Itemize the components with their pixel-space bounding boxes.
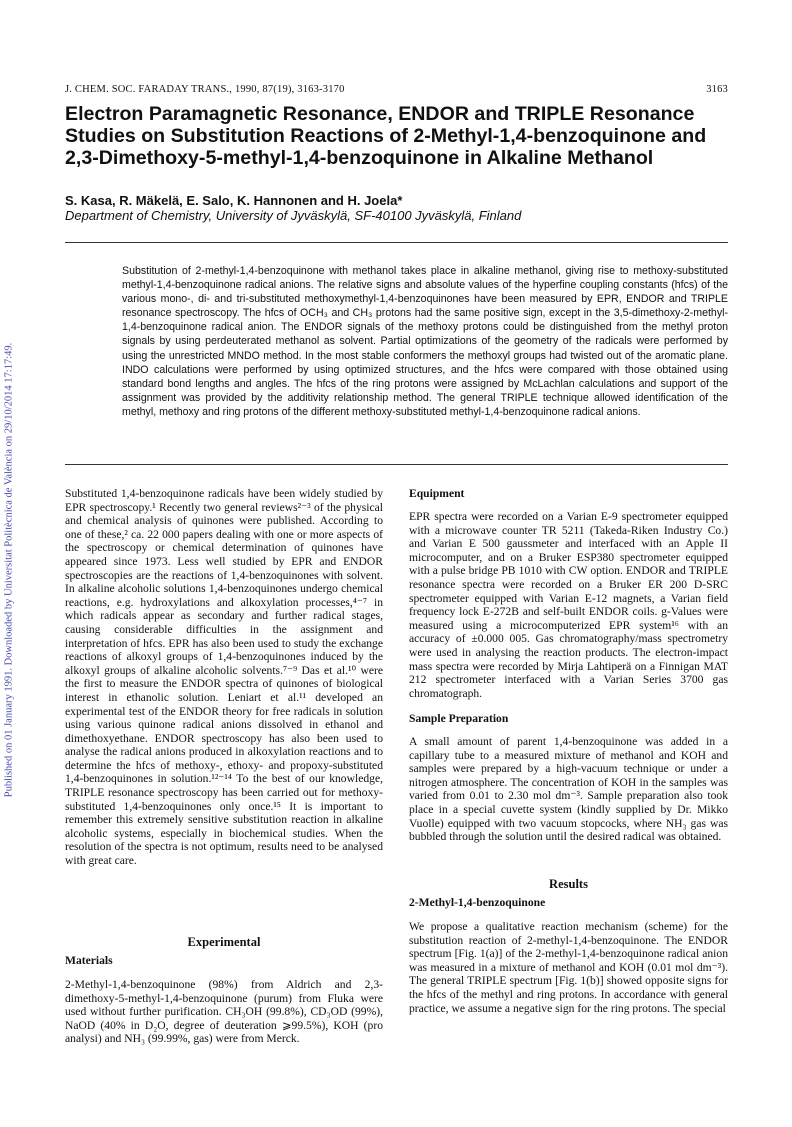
introduction-paragraph: Substituted 1,4-benzoquinone radicals have been widely studied by EPR spectroscopy.¹ Recently two general reviews²⁻³ of the physical and chemical analysis of quinones were published. According to one of these,² ca. 22 000 papers dealing with one or more aspects of the spectroscopy or chemical determination of quinones have appeared since 1973. Less well studied by EPR and ENDOR spectroscopies are the reactions of 1,4-benzoquinones with solvent. In alkaline alcoholic solutions 1,4-benzoquinones undergo chemical reactions, e.g. hydroxylations and alkoxylation processes,⁴⁻⁷ in which radicals appear as secondary and further radical stages, causing considerable difficulties in the assignment and interpretation of hfcs. EPR has also been used to study the exchange reactions of alkoxyl groups of 1,4-benzoquinones induced by the alkoxyl groups of alkaline alcoholic solvents.⁷⁻⁹ Das et al.¹⁰ were the first to measure the ENDOR spectra of quinones of biological interest in ethanolic solution. Leniart et al.¹¹ developed an experimental test of the ENDOR theory for free radicals in solution using various quinone radical anions dissolved in ethanol and dimethoxyethane. ENDOR spectroscopy has also been used to analyse the radical anions produced in alkoxylation reactions and to determine the hfcs of methoxy-, ethoxy- and propoxy-substituted 1,4-benzoquinones in solution.¹²⁻¹⁴ To the best of our knowledge, TRIPLE resonance spectroscopy has been carried out for methoxy-substituted 1,4-benzoquinones only once.¹⁵ It is important to remember this extremely sensitive substitution reaction in alkaline alcoholic systems, especially in biochemical studies. When the resolution of the spectra is not optimum, results need to be analysed with great care. <box>65 487 383 868</box>
download-watermark-text: Published on 01 January 1991. Downloaded by Universitat Politècnica de València on 29/10/2014 17:17:49. <box>3 342 15 798</box>
materials-heading: Materials <box>65 954 113 967</box>
page-number: 3163 <box>706 84 728 95</box>
download-watermark <box>2 210 16 930</box>
subsection-heading: 2-Methyl-1,4-benzoquinone <box>409 896 546 909</box>
journal-citation: J. CHEM. SOC. FARADAY TRANS., 1990, 87(19), 3163-3170 <box>65 84 345 95</box>
experimental-heading: Experimental <box>187 935 261 949</box>
equipment-paragraph: EPR spectra were recorded on a Varian E-9 spectrometer equipped with a microwave counter TR 5211 (Takeda-Riken Industry Co.) and Varian E 500 gaussmeter and interfaced with an Apple II microcomputer, and on a Bruker ESP380 spectrometer equipped with a pulse bridge PB 1010 with CW option. ENDOR and TRIPLE resonance spectra were recorded on a Bruker ER 200 D-SRC spectrometer equipped with Varian E-12 magnets, a Varian field frequency lock E-272B and self-built ENDOR coils. g-Values were measured using a microcomputerized EPR system¹⁶ with an accuracy of ±0.000 005. Gas chromatography/mass spectrometry were used in analysing the reaction products. The electron-impact mass spectra were recorded by Mirja Lahtiperä on a Finnigan MAT 212 spectrometer interfaced with a Varian Series 3700 gas chromatograph. <box>409 510 728 700</box>
author-list: S. Kasa, R. Mäkelä, E. Salo, K. Hannonen and H. Joela* <box>65 193 403 208</box>
abstract-bottom-rule <box>65 464 728 465</box>
article-title: Electron Paramagnetic Resonance, ENDOR and TRIPLE Resonance Studies on Substitution Reactions of 2-Methyl-1,4-benzoquinone and 2,3-Dimethoxy-5-methyl-1,4-benzoquinone in Alkaline Methanol <box>65 103 707 169</box>
left-column <box>65 487 383 868</box>
top-rule <box>65 242 728 243</box>
affiliation: Department of Chemistry, University of Jyväskylä, SF-40100 Jyväskylä, Finland <box>65 208 522 223</box>
sample-preparation-heading: Sample Preparation <box>409 712 509 725</box>
materials-paragraph: 2-Methyl-1,4-benzoquinone (98%) from Aldrich and 2,3-dimethoxy-5-methyl-1,4-benzoquinone (purum) from Fluka were used without further purification. CH₃OH (99.8%), CD₃OD (99%), NaOD (40% in D₂O, degree of deuteration ⩾99.5%), KOH (pro analysi) and NH₃ (99.99%, gas) were from Merck. <box>65 978 383 1046</box>
abstract: Substitution of 2-methyl-1,4-benzoquinone with methanol takes place in alkaline methanol, giving rise to methoxy-substituted methyl-1,4-benzoquinone radical anions. The relative signs and absolute values of the hyperfine coupling constants (hfcs) of the various mono-, di- and tri-substituted methoxymethyl-1,4-benzoquinones have been measured by EPR, ENDOR and TRIPLE resonance spectroscopy. The hfcs of OCH₃ and CH₃ protons had the same positive sign, except in the 3,5-dimethoxy-2-methyl-1,4-benzoquinone radical anion. The ENDOR signals of the methoxy protons could be distinguished from the methyl proton signals by using perdeuterated methanol as solvent. Partial optimizations of the geometry of the radicals were performed by using the unrestricted MNDO method. In the most stable conformers the methoxyl groups had twisted out of the aromatic plane. INDO calculations were performed by using optimized structures, and the hfcs were compared with those obtained using standard bond lengths and angles. The hfcs of the ring protons were assigned by McLachlan calculations and support of the assignment was provided by the additivity relationship method. The general TRIPLE technique allowed identification of the methyl, methoxy and ring protons of the different methoxy-substituted methyl-1,4-benzoquinone radical anions. <box>122 265 728 418</box>
equipment-heading: Equipment <box>409 487 465 500</box>
sample-preparation-paragraph: A small amount of parent 1,4-benzoquinone was added in a capillary tube to a measured mixture of methanol and KOH and samples were prepared by a high-vacuum technique or under a nitrogen atmosphere. The concentration of KOH in the samples was varied from 0.01 to 2.30 mol dm⁻³. Sample preparation also took place in a special cuvette system (kindly supplied by Dr. Mikko Vuolle) equipped with two vacuum stopcocks, where NH₃ gas was bubbled through the solution until the desired radical was obtained. <box>409 735 728 844</box>
running-head <box>65 84 728 95</box>
results-paragraph: We propose a qualitative reaction mechanism (scheme) for the substitution reaction of 2-methyl-1,4-benzoquinone. The ENDOR spectrum [Fig. 1(a)] of the 2-methyl-1,4-benzoquinone radical anion was measured in a mixture of methanol and KOH (0.01 mol dm⁻³). The general TRIPLE spectrum [Fig. 1(b)] showed opposite signs for the hfcs of the methyl and ring protons. In accordance with general practice, we assume a negative sign for the ring protons. The special <box>409 920 728 1015</box>
results-heading: Results <box>549 877 588 891</box>
